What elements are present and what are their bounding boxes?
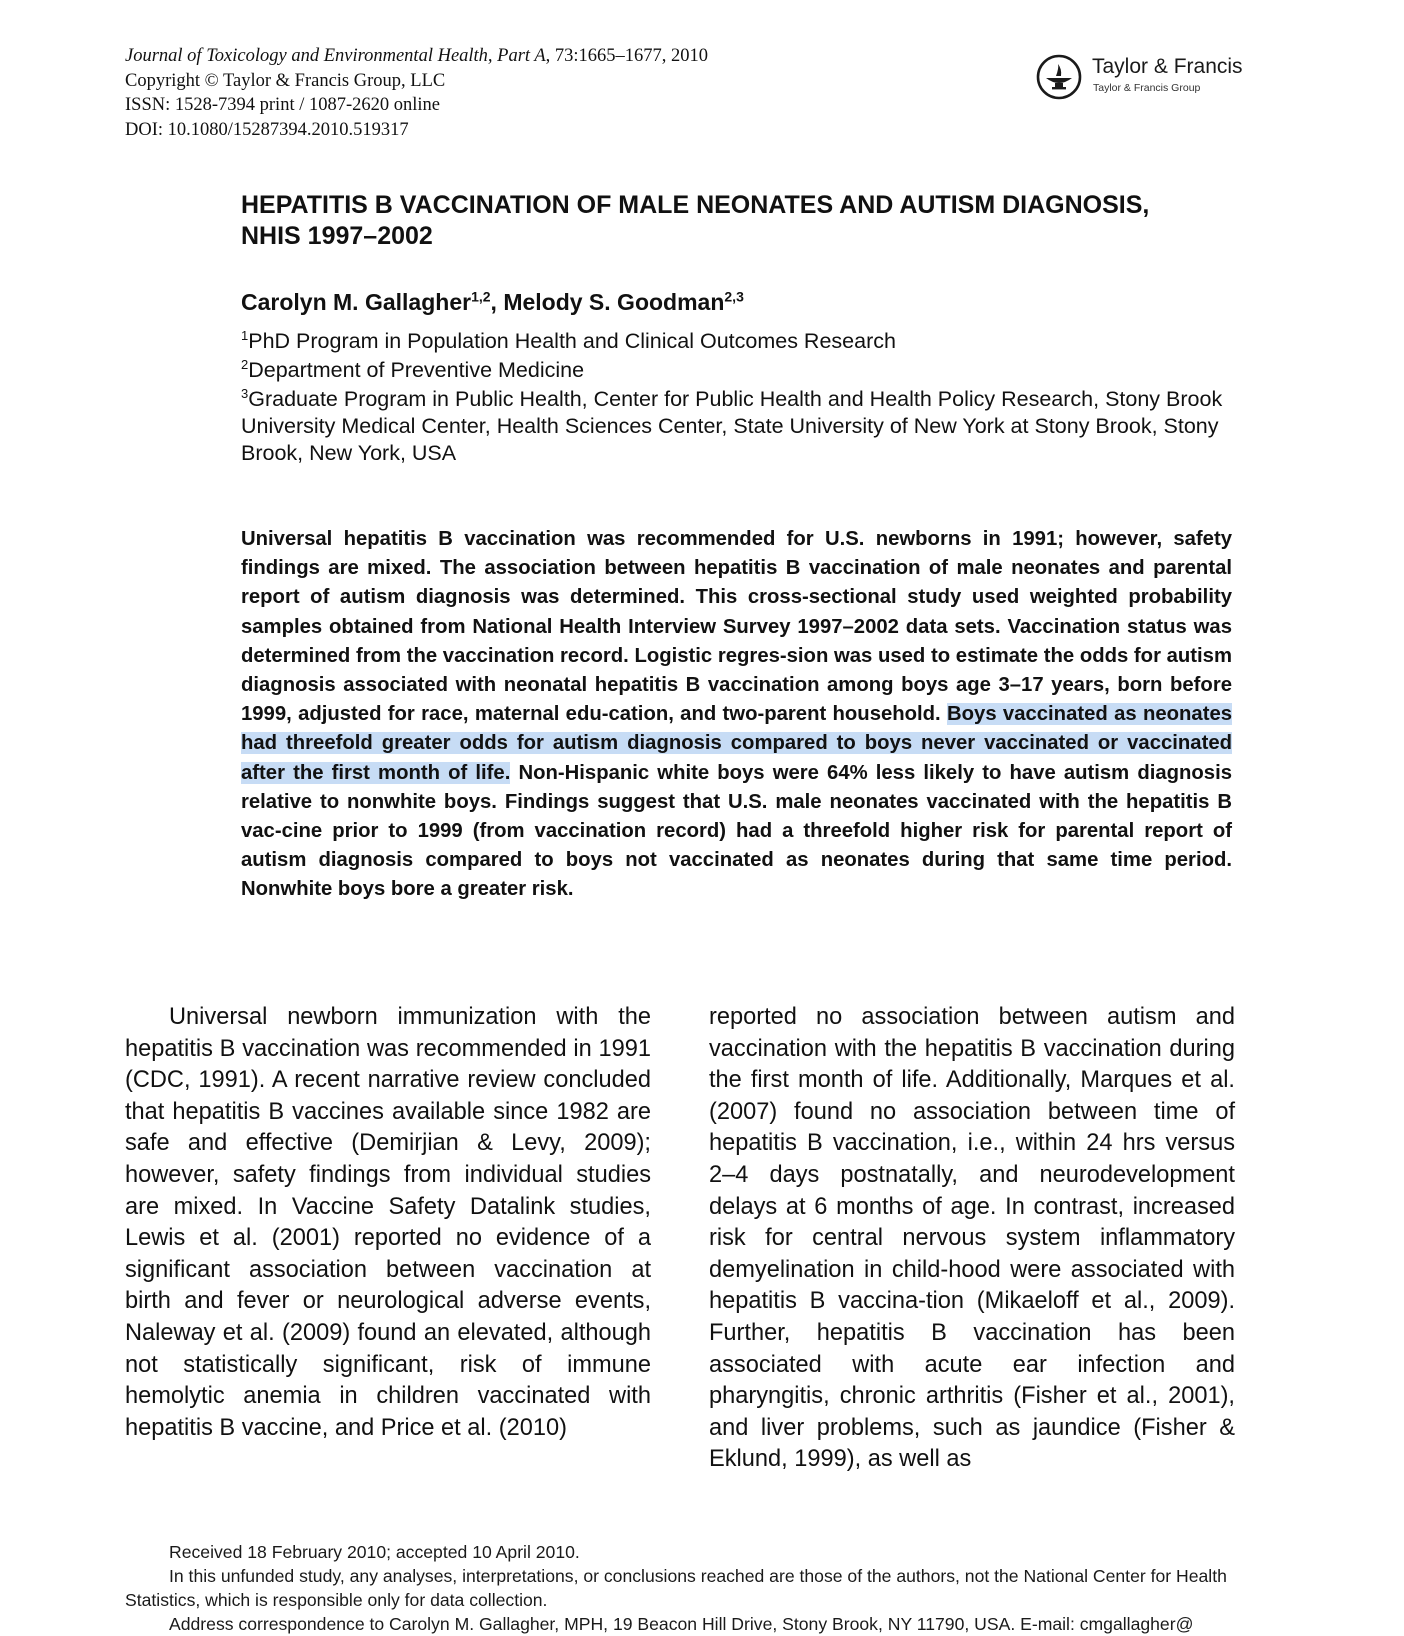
journal-name: Journal of Toxicology and Environmental Health, Part A	[125, 46, 546, 66]
abstract[interactable]	[241, 525, 1232, 905]
article-title	[241, 190, 1241, 252]
taylor-francis-lamp-logo-icon	[1036, 54, 1082, 100]
author-list	[241, 287, 744, 317]
article-title-line1: HEPATITIS B VACCINATION OF MALE NEONATES AND AUTISM DIAGNOSIS,	[241, 191, 1150, 219]
publisher-group: Taylor & Francis Group	[1093, 82, 1201, 94]
correspondence-note: Address correspondence to Carolyn M. Gallagher, MPH, 19 Beacon Hill Drive, Stony Brook, NY 11790, USA. E-mail: cmgallagher@	[169, 1614, 1194, 1634]
issn-line: ISSN: 1528-7394 print / 1087-2620 online	[125, 95, 441, 115]
affiliation-text: Graduate Program in Public Health, Center for Public Health and Health Policy Research, Stony Brook University Medical Center, Health Sciences Center, State University of New York at Stony Brook, Stony Brook, New York, USA	[241, 387, 1223, 465]
abstract-text[interactable]: Universal hepatitis B vaccination was recommended for U.S. newborns in 1991; however, safety findings are mixed. The association between hepatitis B vaccination of male neonates and parental report of autism diagnosis was determined. This cross-sectional study used weighted probability samples obtained from National Health Interview Survey 1997–2002 data sets. Vaccination status was determined from the vaccination record. Logistic regres-sion was used to estimate the odds for autism diagnosis associated with neonatal hepatitis B vaccination among boys age 3–17 years, born before 1999, adjusted for race, maternal edu-cation, and two-parent household.	[241, 528, 1232, 726]
abstract-text[interactable]: Non-Hispanic white boys were 64% less likely to have autism diagnosis relative to nonwhite boys. Findings suggest that U.S. male neonates vaccinated with the hepatitis B vac-cine prior to 1999 (from vaccination record) had a threefold higher risk for parental report of autism diagnosis compared to boys not vaccinated as neonates during that same time period. Nonwhite boys bore a greater risk.	[241, 761, 1233, 901]
publisher-logo-block	[1036, 52, 1356, 104]
author-separator: ,	[490, 289, 504, 315]
body-column-right[interactable]: reported no association between autism and vaccination with the hepatitis B vaccination during the first month of life. Additionally, Marques et al. (2007) found no association between time of hepatitis B vaccination, i.e., within 24 hrs versus 2–4 days postnatally, and neurodevelopment delays at 6 months of age. In contrast, increased risk for central nervous system inflammatory demyelination in child-hood were associated with hepatitis B vaccina-tion (Mikaeloff et al., 2009). Further, hepatitis B vaccination has been associated with acute ear infection and pharyngitis, chronic arthritis (Fisher et al., 2001), and liver problems, such as jaundice (Fisher & Eklund, 1999), as well as	[709, 1004, 1235, 1473]
author-affiliation-marker: 1,2	[471, 288, 491, 305]
affiliation-number: 3	[241, 385, 249, 401]
affiliation-item	[241, 357, 1231, 384]
affiliation-number: 2	[241, 356, 249, 372]
publisher-name: Taylor & Francis	[1092, 55, 1243, 78]
affiliation-item	[241, 386, 1231, 467]
author-affiliation-marker: 2,3	[724, 288, 744, 305]
article-title-line2: NHIS 1997–2002	[241, 222, 433, 250]
received-note: Received 18 February 2010; accepted 10 April 2010.	[169, 1542, 580, 1562]
journal-citation	[125, 44, 708, 69]
journal-header	[125, 44, 708, 142]
affiliation-text: Department of Preventive Medicine	[248, 358, 585, 382]
author-name: Carolyn M. Gallagher	[241, 289, 472, 315]
journal-volume-pages: , 73:1665–1677, 2010	[545, 46, 709, 66]
affiliation-list	[241, 328, 1231, 469]
affiliation-number: 1	[241, 327, 249, 343]
footnotes	[125, 1540, 1233, 1636]
body-column-left[interactable]: Universal newborn immunization with the hepatitis B vaccination was recommended in 1991 (CDC, 1991). A recent narrative review concluded that hepatitis B vaccines available since 1982 are safe and effective (Demirjian & Levy, 2009); however, safety findings from individual studies are mixed. In Vaccine Safety Datalink studies, Lewis et al. (2001) reported no evidence of a significant association between vaccination at birth and fever or neurological adverse events, Naleway et al. (2009) found an elevated, although not statistically significant, risk of immune hemolytic anemia in children vaccinated with hepatitis B vaccine, and Price et al. (2010)	[125, 1004, 651, 1441]
abstract-highlighted-selection[interactable]: Boys vaccinated as neonates had threefold greater odds for autism diagnosis compared to boys never vaccinated or vaccinated after the first month of life.	[241, 703, 1233, 784]
copyright-line: Copyright © Taylor & Francis Group, LLC	[125, 70, 446, 91]
author-name: Melody S. Goodman	[503, 289, 725, 315]
affiliation-text: PhD Program in Population Health and Clinical Outcomes Research	[248, 329, 896, 353]
funding-note: In this unfunded study, any analyses, interpretations, or conclusions reached are those of the authors, not the National Center for Health Statistics, which is responsible only for data collection.	[125, 1566, 1227, 1610]
affiliation-item	[241, 328, 1231, 355]
doi-line: DOI: 10.1080/15287394.2010.519317	[125, 119, 409, 140]
